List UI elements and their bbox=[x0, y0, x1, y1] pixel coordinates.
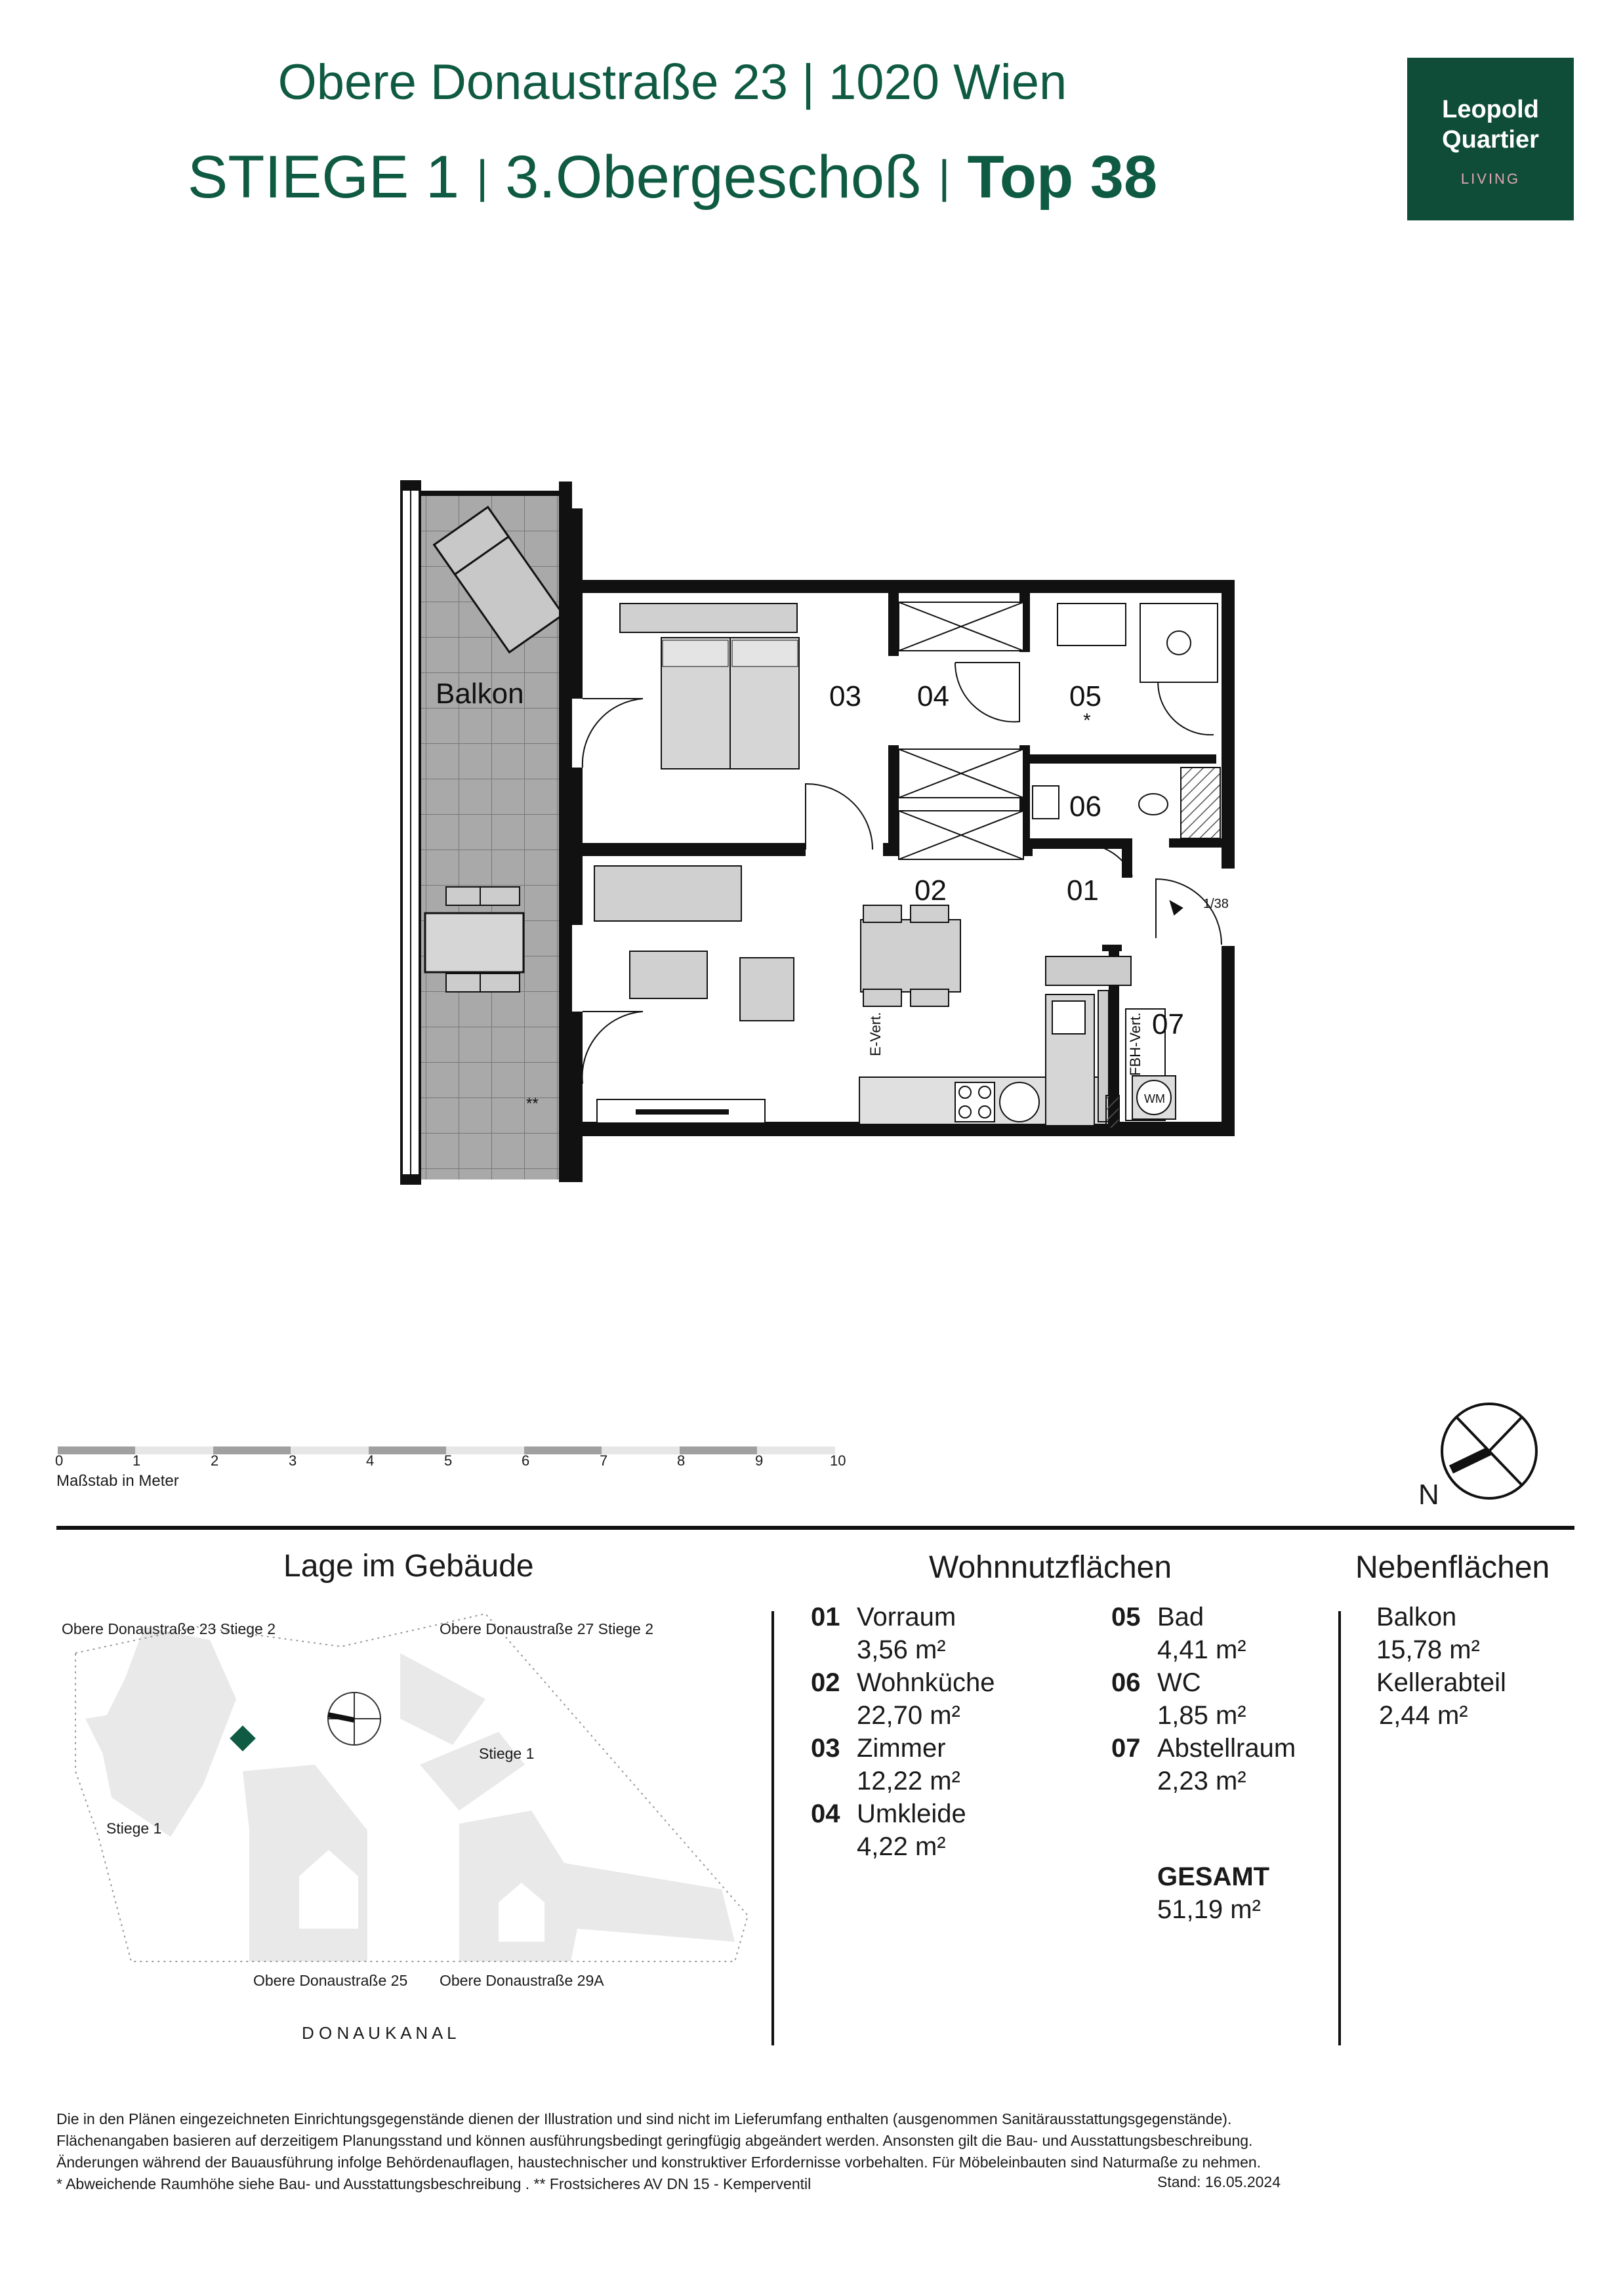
unit-title bbox=[0, 143, 1345, 212]
neben-area: 2,44 m² bbox=[1379, 1701, 1468, 1730]
scale-tick-10: 10 bbox=[830, 1452, 846, 1469]
section-divider bbox=[56, 1526, 1574, 1530]
e-vert-label: E-Vert. bbox=[867, 1012, 884, 1056]
stand-date: Stand: 16.05.2024 bbox=[1157, 2173, 1281, 2190]
balcony-label: Balkon bbox=[436, 678, 524, 710]
room-03-label: 03 bbox=[829, 680, 861, 712]
scale-title: Maßstab in Meter bbox=[56, 1472, 179, 1490]
room-entry-04 bbox=[811, 1797, 966, 1863]
room-05-star: * bbox=[1083, 710, 1091, 731]
balcony bbox=[401, 482, 572, 1183]
disclaimer-line: Flächenangaben basieren auf derzeitigem Planungsstand und können ausführungsbedingt geringfügig abgeändert werden. Ansonsten gilt die Bau- und Ausstattungsbeschreibung. bbox=[56, 2132, 1253, 2149]
scale-tick-4: 4 bbox=[366, 1452, 375, 1469]
neben-name: Kellerabteil bbox=[1376, 1668, 1506, 1697]
lage-heading: Lage im Gebäude bbox=[283, 1549, 534, 1584]
total-area: 51,19 m² bbox=[1157, 1895, 1261, 1924]
total-entry bbox=[1157, 1860, 1269, 1926]
column-divider-2 bbox=[1338, 1611, 1341, 2045]
floor-label: 3.Obergeschoß bbox=[505, 144, 922, 211]
room-area: 12,22 m² bbox=[857, 1767, 960, 1795]
disclaimer bbox=[56, 2108, 1303, 2195]
fbh-vert-label: FBH-Vert. bbox=[1127, 1012, 1143, 1076]
room-entry-02 bbox=[811, 1666, 995, 1732]
double-bed bbox=[620, 604, 799, 769]
room-name: Abstellraum bbox=[1157, 1734, 1296, 1763]
disclaimer-line: * Abweichende Raumhöhe siehe Bau- und Ausstattungsbeschreibung . ** Frostsicheres AV DN 15 - Kemperventil bbox=[56, 2175, 812, 2192]
neben-area: 15,78 m² bbox=[1376, 1635, 1480, 1664]
room-name: Zimmer bbox=[857, 1734, 946, 1763]
room-04-label: 04 bbox=[917, 680, 949, 712]
site-label-od23: Obere Donaustraße 23 Stiege 2 bbox=[62, 1620, 276, 1637]
brand-logo bbox=[1407, 58, 1574, 220]
neben-name: Balkon bbox=[1376, 1603, 1457, 1631]
disclaimer-line: Änderungen während der Bauausführung infolge Behördenauflagen, haustechnischer und konstruktiver Erfordernisse vorbehalten. Für Möbeleinbauten sind Naturmaße zu nehmen. bbox=[56, 2154, 1262, 2171]
logo-line2: Quartier bbox=[1442, 126, 1539, 154]
room-area: 4,41 m² bbox=[1157, 1635, 1246, 1664]
room-name: WC bbox=[1157, 1668, 1201, 1697]
washing-machine-label: WM bbox=[1144, 1092, 1165, 1105]
north-label: N bbox=[1418, 1479, 1439, 1511]
site-label-stiege1-left: Stiege 1 bbox=[106, 1820, 162, 1837]
door-number: 1/38 bbox=[1203, 897, 1229, 911]
scale-tick-8: 8 bbox=[677, 1452, 686, 1469]
frost-valve-label: ** bbox=[526, 1095, 539, 1113]
scale-tick-1: 1 bbox=[133, 1452, 141, 1469]
scale-tick-3: 3 bbox=[289, 1452, 297, 1469]
scale-tick-6: 6 bbox=[522, 1452, 530, 1469]
room-02-label: 02 bbox=[914, 874, 947, 907]
title-separator: | bbox=[476, 151, 489, 202]
room-nr: 01 bbox=[811, 1603, 840, 1631]
floor-plan bbox=[394, 472, 1246, 1194]
address-title: Obere Donaustraße 23 | 1020 Wien bbox=[277, 54, 1067, 110]
room-name: Umkleide bbox=[857, 1799, 966, 1828]
room-05-label: 05 bbox=[1069, 680, 1101, 712]
bathroom-fixtures bbox=[1033, 604, 1220, 838]
site-label-stiege1-right: Stiege 1 bbox=[479, 1745, 535, 1762]
room-entry-06 bbox=[1111, 1666, 1246, 1732]
logo-text bbox=[1407, 94, 1574, 155]
room-06-label: 06 bbox=[1069, 790, 1101, 823]
neben-entry-keller bbox=[1376, 1666, 1506, 1732]
site-label-donaukanal: D O N A U K A N A L bbox=[302, 2023, 457, 2043]
site-label-od29a: Obere Donaustraße 29A bbox=[440, 1972, 604, 1989]
room-entry-05 bbox=[1111, 1601, 1246, 1666]
scale-tick-7: 7 bbox=[600, 1452, 608, 1469]
logo-line1: Leopold bbox=[1442, 96, 1539, 123]
room-nr: 07 bbox=[1111, 1734, 1141, 1763]
room-01-label: 01 bbox=[1067, 874, 1099, 907]
room-entry-01 bbox=[811, 1601, 956, 1666]
room-nr: 06 bbox=[1111, 1668, 1141, 1697]
room-area: 3,56 m² bbox=[857, 1635, 946, 1664]
room-name: Vorraum bbox=[857, 1603, 956, 1631]
room-area: 4,22 m² bbox=[857, 1832, 946, 1861]
scale-tick-5: 5 bbox=[444, 1452, 453, 1469]
wardrobes bbox=[899, 602, 1023, 859]
room-entry-03 bbox=[811, 1732, 960, 1797]
room-area: 22,70 m² bbox=[857, 1701, 960, 1730]
disclaimer-line: Die in den Plänen eingezeichneten Einrichtungsgegenstände dienen der Illustration und sind nicht im Lieferumfang enthalten (ausgenommen Sanitärausstattungsgegenstände). bbox=[56, 2110, 1232, 2127]
room-07-label: 07 bbox=[1152, 1008, 1184, 1040]
total-label: GESAMT bbox=[1157, 1862, 1270, 1891]
room-nr: 03 bbox=[811, 1734, 840, 1763]
title-separator-2: | bbox=[938, 151, 951, 202]
scale-tick-2: 2 bbox=[211, 1452, 219, 1469]
top-label: Top 38 bbox=[967, 144, 1158, 211]
room-nr: 04 bbox=[811, 1799, 840, 1828]
nebenflaechen-heading: Nebenflächen bbox=[1355, 1550, 1550, 1585]
neben-entry-balkon bbox=[1376, 1601, 1480, 1666]
stiege-label: STIEGE 1 bbox=[187, 144, 459, 211]
unit-marker bbox=[230, 1725, 256, 1752]
column-divider-1 bbox=[771, 1611, 774, 2045]
compass-icon bbox=[1437, 1399, 1542, 1504]
wohnnutzflaechen-heading: Wohnnutzflächen bbox=[929, 1550, 1172, 1585]
scale-tick-9: 9 bbox=[755, 1452, 764, 1469]
room-nr: 05 bbox=[1111, 1603, 1141, 1631]
site-plan bbox=[66, 1614, 761, 1988]
logo-line3: LIVING bbox=[1460, 171, 1521, 187]
room-nr: 02 bbox=[811, 1668, 840, 1697]
site-label-od27: Obere Donaustraße 27 Stiege 2 bbox=[440, 1620, 654, 1637]
room-entry-07 bbox=[1111, 1732, 1296, 1797]
room-area: 1,85 m² bbox=[1157, 1701, 1246, 1730]
room-area: 2,23 m² bbox=[1157, 1767, 1246, 1795]
room-name: Bad bbox=[1157, 1603, 1204, 1631]
room-name: Wohnküche bbox=[857, 1668, 995, 1697]
site-label-od25: Obere Donaustraße 25 bbox=[253, 1972, 408, 1989]
scale-tick-0: 0 bbox=[55, 1452, 64, 1469]
